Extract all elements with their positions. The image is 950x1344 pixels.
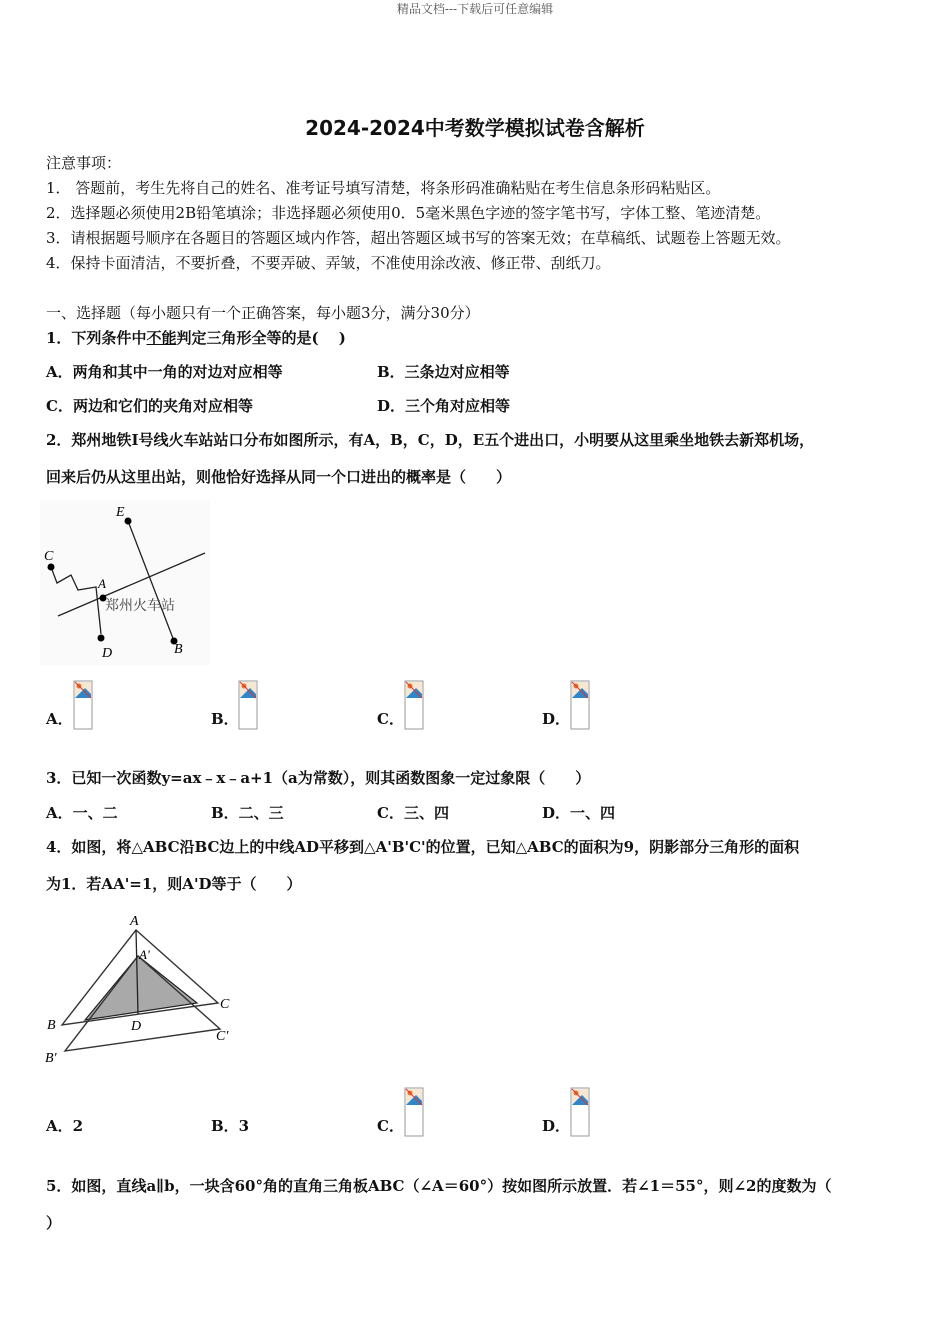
q2-label-e: E: [116, 505, 125, 520]
q2-point-c: [48, 564, 55, 571]
q2-option-d-image-icon: [570, 680, 590, 730]
q4-option-d: D．: [542, 1117, 571, 1135]
q2-option-b-image-icon: [238, 680, 258, 730]
q4-label-b-prime: B': [45, 1051, 57, 1066]
q2-line-2: 回来后仍从这里出站，则他恰好选择从同一个口进出的概率是（ ）: [46, 468, 512, 486]
q4-label-a: A: [130, 914, 139, 929]
q3-option-c: C．三、四: [377, 804, 449, 822]
q2-point-d: [98, 635, 105, 642]
page-header: 精品文档---下载后可任意编辑: [396, 2, 554, 16]
page-title: 2024-2024中考数学模拟试卷含解析: [305, 116, 645, 140]
q1-option-a: A．两角和其中一角的对边对应相等: [46, 363, 283, 381]
q4-line-2: 为1．若AA'=1，则A'D等于（ ）: [46, 875, 302, 893]
q1-option-d: D．三个角对应相等: [377, 397, 511, 415]
q3-option-b: B．二、三: [211, 804, 284, 822]
q1-text-underline: 不能: [146, 329, 177, 347]
q4-option-a: A．2: [46, 1117, 84, 1135]
q4-option-c: C．: [377, 1117, 404, 1135]
q3-option-a: A．一、二: [46, 804, 118, 822]
q5-line-1: 5．如图，直线a∥b，一块含60°角的直角三角板ABC（∠A＝60°）按如图所示放置．若∠1＝55°，则∠2的度数为（: [46, 1177, 832, 1195]
q2-label-b: B: [174, 642, 183, 657]
q4-option-d-image-icon: [570, 1087, 590, 1137]
q1-text-post: 判定三角形全等的是( ): [176, 329, 346, 347]
q4-label-c: C: [220, 997, 230, 1012]
q2-option-b: B．: [211, 710, 239, 728]
q2-station-label: 郑州火车站: [105, 598, 175, 614]
q2-option-c-image-icon: [404, 680, 424, 730]
q3-line: 3．已知一次函数y=ax﹣x﹣a+1（a为常数），则其函数图象一定过象限（ ）: [46, 769, 591, 787]
q2-label-c: C: [44, 549, 54, 564]
notice-item-2: 2．选择题必须使用2B铅笔填涂；非选择题必须使用0．5毫米黑色字迹的签字笔书写，字体工整、笔迹清楚。: [46, 204, 771, 222]
q4-label-d: D: [131, 1019, 142, 1034]
q2-label-d: D: [102, 646, 113, 661]
q4-label-a-prime: A': [139, 947, 150, 962]
q4-shaded-triangle: [85, 956, 197, 1020]
q2-station-diagram: [40, 500, 210, 665]
q3-option-d: D．一、四: [542, 804, 616, 822]
q4-option-b: B．3: [211, 1117, 250, 1135]
q2-option-d: D．: [542, 710, 571, 728]
notice-item-1: 1． 答题前，考生先将自己的姓名、准考证号填写清楚，将条形码准确粘贴在考生信息条形码粘贴区。: [46, 179, 721, 197]
q4-line-1: 4．如图，将△ABC沿BC边上的中线AD平移到△A'B'C'的位置，已知△ABC的面积为9，阴影部分三角形的面积: [46, 838, 800, 856]
q4-label-c-prime: C': [216, 1029, 229, 1044]
q1-option-c: C．两边和它们的夹角对应相等: [46, 397, 253, 415]
q4-label-b: B: [47, 1018, 56, 1033]
q2-label-a: A: [98, 576, 106, 591]
q1-option-b: B．三条边对应相等: [377, 363, 510, 381]
q2-option-a: A．: [46, 710, 73, 728]
q1-text-pre: 1．下列条件中: [46, 329, 147, 347]
q5-line-2: ）: [46, 1214, 62, 1232]
q2-line-1: 2．郑州地铁Ⅰ号线火车站站口分布如图所示，有A，B，C，D，E五个进出口，小明要从这里乘坐地铁去新郑机场，: [46, 431, 815, 449]
notice-item-3: 3．请根据题号顺序在各题目的答题区域内作答，超出答题区域书写的答案无效；在草稿纸、试题卷上答题无效。: [46, 229, 791, 247]
notice-item-4: 4．保持卡面清洁，不要折叠，不要弄破、弄皱，不准使用涂改液、修正带、刮纸刀。: [46, 254, 611, 272]
q2-option-c: C．: [377, 710, 404, 728]
section-heading: 一、选择题（每小题只有一个正确答案，每小题3分，满分30分）: [46, 304, 480, 322]
question-1: [46, 327, 346, 348]
q4-triangle-diagram: [40, 908, 240, 1073]
notice-heading: 注意事项：: [46, 154, 122, 172]
q2-option-a-image-icon: [73, 680, 93, 730]
q2-diagram-bg: [40, 500, 210, 665]
q2-point-e: [125, 518, 132, 525]
q4-option-c-image-icon: [404, 1087, 424, 1137]
